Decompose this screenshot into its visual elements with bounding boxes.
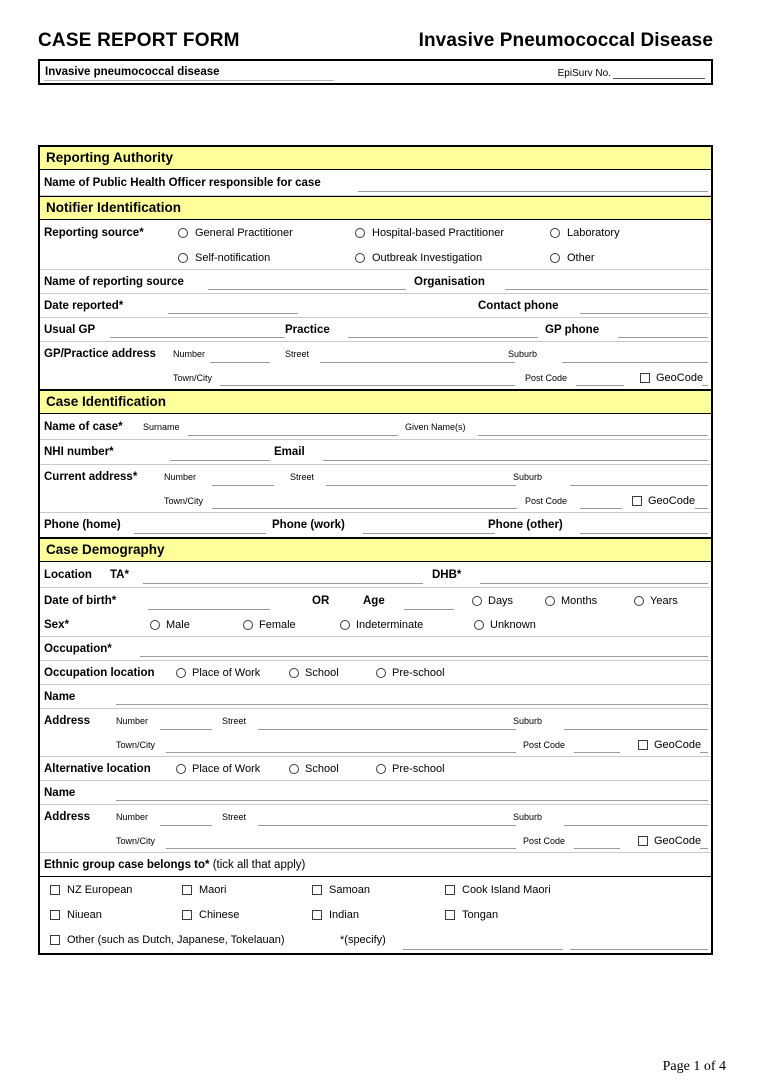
label-sex-male: Male xyxy=(166,618,190,631)
gp-street-label: Street xyxy=(285,349,310,359)
email-input[interactable] xyxy=(323,460,708,461)
row-occupation-name xyxy=(40,685,711,709)
ta-input[interactable] xyxy=(143,583,423,584)
row-phones xyxy=(40,513,711,538)
gp-phone-input[interactable] xyxy=(618,337,708,338)
radio-occupation-school[interactable] xyxy=(289,668,299,678)
row-reporting-source-1 xyxy=(40,220,711,246)
occ-town-city-input[interactable] xyxy=(166,752,516,753)
gp-phone-label: GP phone xyxy=(545,323,600,336)
label-tongan: Tongan xyxy=(462,908,499,921)
gp-post-code-label: Post Code xyxy=(525,372,568,383)
or-label: OR xyxy=(312,594,330,607)
dhb-label: DHB* xyxy=(432,568,462,581)
row-sex xyxy=(40,613,711,637)
gp-street-input[interactable] xyxy=(320,362,515,363)
occ-suburb-input[interactable] xyxy=(564,729,708,730)
row-current-address xyxy=(40,465,711,489)
label-ethnic-other: Other (such as Dutch, Japanese, Tokelauan) xyxy=(67,934,285,946)
case-number-input[interactable] xyxy=(212,485,274,486)
radio-sex-male[interactable] xyxy=(150,620,160,630)
row-nhi-number xyxy=(40,440,711,465)
checkbox-ethnic-other[interactable] xyxy=(50,935,60,945)
radio-occupation-pre-school[interactable] xyxy=(376,668,386,678)
checkbox-nz-european[interactable] xyxy=(50,885,60,895)
row-alternative-location xyxy=(40,757,711,781)
gp-practice-address-label: GP/Practice address xyxy=(44,348,156,360)
alt-geocode-label: GeoCode xyxy=(654,834,702,847)
occupation-input[interactable] xyxy=(140,656,708,657)
checkbox-indian[interactable] xyxy=(312,910,322,920)
occ-suburb-label: Suburb xyxy=(513,716,543,726)
alt-post-code-label: Post Code xyxy=(523,835,566,846)
given-names-label: Given Name(s) xyxy=(405,421,466,432)
page-title: CASE REPORT FORM xyxy=(38,30,240,51)
radio-age-years[interactable] xyxy=(634,596,644,606)
checkbox-maori[interactable] xyxy=(182,885,192,895)
age-input[interactable] xyxy=(404,609,454,610)
sex-label: Sex* xyxy=(44,618,69,631)
current-address-label: Current address* xyxy=(44,471,138,483)
row-date-reported xyxy=(40,294,711,318)
row-occupation-address-2 xyxy=(40,733,711,757)
label-age-months: Months xyxy=(561,594,598,607)
ethnic-group-note: (tick all that apply) xyxy=(212,858,306,871)
case-town-city-input[interactable] xyxy=(212,508,517,509)
occ-post-code-label: Post Code xyxy=(523,739,566,750)
row-alternative-address-2 xyxy=(40,829,711,853)
label-occupation-pre-school: Pre-school xyxy=(392,666,445,679)
alt-name-label: Name xyxy=(44,786,76,799)
organisation-label: Organisation xyxy=(414,275,485,288)
row-ethnic-1 xyxy=(40,877,711,902)
section-header-case-identification: Case Identification xyxy=(40,390,711,414)
occ-geocode-checkbox[interactable] xyxy=(638,740,648,750)
gp-number-input[interactable] xyxy=(210,362,270,363)
checkbox-chinese[interactable] xyxy=(182,910,192,920)
name-of-case-label: Name of case* xyxy=(44,420,123,433)
case-suburb-label: Suburb xyxy=(513,472,543,482)
label-alt-school: School xyxy=(305,762,339,775)
label-occupation-place-of-work: Place of Work xyxy=(192,666,261,679)
phone-work-label: Phone (work) xyxy=(272,519,345,531)
phone-work-input[interactable] xyxy=(363,533,495,534)
label-ethnic-specify: *(specify) xyxy=(340,934,386,946)
page-footer: Page 1 of 4 xyxy=(662,1059,726,1074)
case-street-label: Street xyxy=(290,472,315,482)
label-alt-place-of-work: Place of Work xyxy=(192,762,261,775)
label-laboratory: Laboratory xyxy=(567,227,620,239)
usual-gp-input[interactable] xyxy=(110,337,285,338)
case-street-input[interactable] xyxy=(326,485,516,486)
document-header xyxy=(38,30,713,85)
radio-other-source[interactable] xyxy=(550,253,560,263)
disease-name-rule xyxy=(44,80,334,81)
occ-street-input[interactable] xyxy=(258,729,516,730)
radio-alt-place-of-work[interactable] xyxy=(176,764,186,774)
checkbox-samoan[interactable] xyxy=(312,885,322,895)
disease-name-label: Invasive pneumococcal disease xyxy=(45,66,220,78)
row-ethnic-2 xyxy=(40,902,711,927)
case-suburb-input[interactable] xyxy=(570,485,708,486)
alt-address-label: Address xyxy=(44,811,91,823)
label-sex-indeterminate: Indeterminate xyxy=(356,618,424,631)
gp-suburb-input[interactable] xyxy=(562,362,708,363)
row-name-of-case xyxy=(40,414,711,440)
label-hospital-based-practitioner: Hospital-based Practitioner xyxy=(372,227,505,239)
row-gp-practice-address xyxy=(40,342,711,366)
age-label: Age xyxy=(363,594,385,607)
case-town-city-label: Town/City xyxy=(164,495,204,506)
occ-street-label: Street xyxy=(222,716,247,726)
radio-alt-pre-school[interactable] xyxy=(376,764,386,774)
label-self-notification: Self-notification xyxy=(195,251,271,264)
phone-home-input[interactable] xyxy=(134,533,266,534)
row-location xyxy=(40,562,711,588)
ethnic-group-label-text: Ethnic group case belongs to* xyxy=(44,858,210,871)
label-alt-pre-school: Pre-school xyxy=(392,762,445,775)
ethnic-group-label xyxy=(44,859,305,871)
alt-number-label: Number xyxy=(116,812,149,822)
checkbox-cook-island-maori[interactable] xyxy=(445,885,455,895)
name-of-reporting-source-label: Name of reporting source xyxy=(44,275,184,288)
case-post-code-label: Post Code xyxy=(525,495,568,506)
contact-phone-label: Contact phone xyxy=(478,299,559,312)
gp-geocode-checkbox[interactable] xyxy=(640,373,650,383)
radio-alt-school[interactable] xyxy=(289,764,299,774)
document-header-titles xyxy=(38,30,713,52)
row-alternative-address xyxy=(40,805,711,829)
phone-home-label: Phone (home) xyxy=(44,519,121,531)
alt-geocode-rule xyxy=(700,848,708,849)
checkbox-tongan[interactable] xyxy=(445,910,455,920)
practice-label: Practice xyxy=(285,323,330,336)
occ-geocode-label: GeoCode xyxy=(654,738,702,751)
phone-other-label: Phone (other) xyxy=(488,519,563,531)
reporting-source-label: Reporting source* xyxy=(44,227,144,239)
occ-number-input[interactable] xyxy=(160,729,212,730)
radio-sex-female[interactable] xyxy=(243,620,253,630)
occupation-name-label: Name xyxy=(44,690,76,703)
label-maori: Maori xyxy=(199,883,227,896)
label-age-years: Years xyxy=(650,594,678,607)
gp-town-city-label: Town/City xyxy=(173,372,213,383)
row-current-address-2 xyxy=(40,489,711,513)
row-alternative-name xyxy=(40,781,711,805)
label-general-practitioner: General Practitioner xyxy=(195,227,293,239)
label-outbreak-investigation: Outbreak Investigation xyxy=(372,251,483,264)
nhi-number-label: NHI number* xyxy=(44,446,114,458)
occupation-name-input[interactable] xyxy=(116,704,708,705)
gp-post-code-input[interactable] xyxy=(576,385,624,386)
case-number-label: Number xyxy=(164,472,197,482)
alternative-location-label: Alternative location xyxy=(44,762,151,775)
episurv-input-line[interactable] xyxy=(613,69,705,79)
label-niuean: Niuean xyxy=(67,908,102,921)
row-usual-gp xyxy=(40,318,711,342)
section-header-reporting-authority: Reporting Authority xyxy=(40,147,711,170)
radio-laboratory[interactable] xyxy=(550,228,560,238)
public-health-officer-input[interactable] xyxy=(358,191,708,192)
date-of-birth-label: Date of birth* xyxy=(44,594,117,607)
occupation-location-label: Occupation location xyxy=(44,666,155,679)
alt-street-input[interactable] xyxy=(258,825,516,826)
checkbox-niuean[interactable] xyxy=(50,910,60,920)
occ-town-city-label: Town/City xyxy=(116,739,156,750)
dhb-input[interactable] xyxy=(480,583,708,584)
section-header-notifier-identification: Notifier Identification xyxy=(40,196,711,220)
label-chinese: Chinese xyxy=(199,908,240,921)
row-reporting-source-2 xyxy=(40,246,711,270)
alt-number-input[interactable] xyxy=(160,825,212,826)
radio-age-days[interactable] xyxy=(472,596,482,606)
alt-geocode-checkbox[interactable] xyxy=(638,836,648,846)
occ-post-code-input[interactable] xyxy=(574,752,620,753)
radio-general-practitioner[interactable] xyxy=(178,228,188,238)
row-name-of-reporting-source xyxy=(40,270,711,294)
row-occupation xyxy=(40,637,711,661)
date-of-birth-input[interactable] xyxy=(148,609,270,610)
usual-gp-label: Usual GP xyxy=(44,323,96,336)
case-post-code-input[interactable] xyxy=(580,508,622,509)
row-public-health-officer xyxy=(40,170,711,196)
surname-label: Surname xyxy=(143,421,180,432)
organisation-input[interactable] xyxy=(505,289,708,290)
row-date-of-birth xyxy=(40,588,711,613)
row-gp-practice-address-2 xyxy=(40,366,711,390)
row-occupation-location xyxy=(40,661,711,685)
case-geocode-checkbox[interactable] xyxy=(632,496,642,506)
label-indian: Indian xyxy=(329,908,359,921)
label-other-source: Other xyxy=(567,251,595,264)
location-label: Location xyxy=(44,568,92,581)
case-report-form xyxy=(38,145,713,955)
radio-hospital-based-practitioner[interactable] xyxy=(355,228,365,238)
alt-town-city-label: Town/City xyxy=(116,835,156,846)
alt-post-code-input[interactable] xyxy=(574,848,620,849)
gp-town-city-input[interactable] xyxy=(220,385,515,386)
case-geocode-label: GeoCode xyxy=(648,494,696,507)
case-geocode-rule xyxy=(695,508,708,509)
label-age-days: Days xyxy=(488,594,514,607)
gp-geocode-label: GeoCode xyxy=(656,371,704,384)
practice-input[interactable] xyxy=(348,337,538,338)
label-occupation-school: School xyxy=(305,666,339,679)
gp-number-label: Number xyxy=(173,349,206,359)
label-samoan: Samoan xyxy=(329,883,370,896)
name-of-reporting-source-input[interactable] xyxy=(208,289,406,290)
ethnic-specify-input-2[interactable] xyxy=(570,949,708,950)
label-sex-female: Female xyxy=(259,618,296,631)
label-sex-unknown: Unknown xyxy=(490,618,536,631)
surname-input[interactable] xyxy=(188,435,398,436)
radio-outbreak-investigation[interactable] xyxy=(355,253,365,263)
nhi-number-input[interactable] xyxy=(170,460,270,461)
label-nz-european: NZ European xyxy=(67,883,133,896)
ta-label: TA* xyxy=(110,568,129,581)
alt-suburb-label: Suburb xyxy=(513,812,543,822)
given-names-input[interactable] xyxy=(478,435,708,436)
ethnic-specify-input[interactable] xyxy=(403,949,563,950)
label-cook-island-maori: Cook Island Maori xyxy=(462,883,551,896)
alt-name-input[interactable] xyxy=(116,800,708,801)
gp-geocode-rule xyxy=(702,385,708,386)
gp-suburb-label: Suburb xyxy=(508,349,538,359)
occupation-address-label: Address xyxy=(44,715,91,727)
occupation-label: Occupation* xyxy=(44,642,112,655)
row-ethnic-group-title xyxy=(40,853,711,877)
row-occupation-address xyxy=(40,709,711,733)
disease-title: Invasive Pneumococcal Disease xyxy=(418,30,713,51)
date-reported-input[interactable] xyxy=(168,313,298,314)
radio-self-notification[interactable] xyxy=(178,253,188,263)
episurv-field[interactable] xyxy=(558,68,705,79)
row-ethnic-other xyxy=(40,927,711,953)
contact-phone-input[interactable] xyxy=(580,313,708,314)
disease-name-box xyxy=(38,59,713,85)
radio-sex-indeterminate[interactable] xyxy=(340,620,350,630)
section-header-case-demography: Case Demography xyxy=(40,538,711,562)
radio-sex-unknown[interactable] xyxy=(474,620,484,630)
alt-suburb-input[interactable] xyxy=(564,825,708,826)
email-label: Email xyxy=(274,446,305,458)
phone-other-input[interactable] xyxy=(580,533,708,534)
public-health-officer-label: Name of Public Health Officer responsible for case xyxy=(44,176,321,189)
date-reported-label: Date reported* xyxy=(44,299,124,312)
episurv-label: EpiSurv No. xyxy=(557,68,611,79)
alt-street-label: Street xyxy=(222,812,247,822)
occ-number-label: Number xyxy=(116,716,149,726)
occ-geocode-rule xyxy=(700,752,708,753)
radio-occupation-place-of-work[interactable] xyxy=(176,668,186,678)
radio-age-months[interactable] xyxy=(545,596,555,606)
alt-town-city-input[interactable] xyxy=(166,848,516,849)
